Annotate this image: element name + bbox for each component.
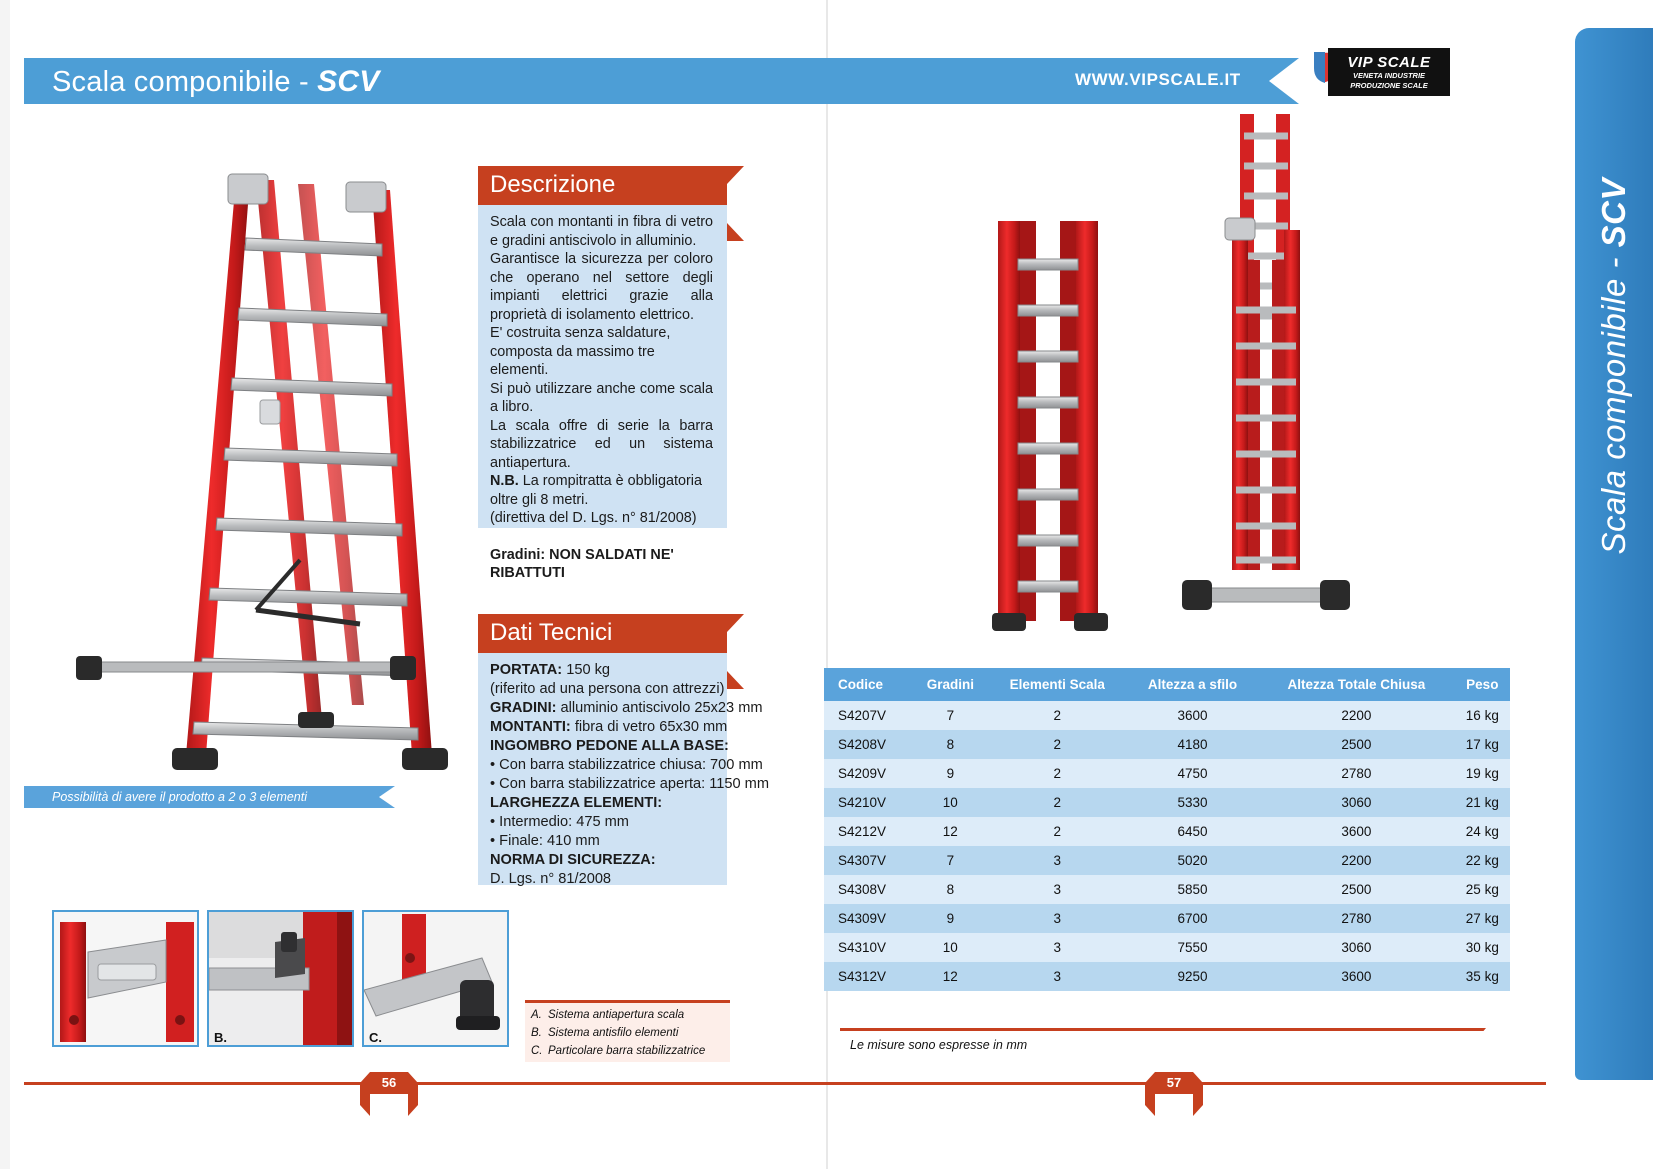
technical-row-value: • Finale: 410 mm [490, 832, 600, 849]
page-title-model: SCV [317, 65, 380, 98]
table-column-header: Codice [824, 668, 913, 701]
table-cell: 5330 [1177, 795, 1208, 810]
technical-row-value: D. Lgs. n° 81/2008 [490, 870, 612, 887]
table-row[interactable] [824, 846, 1510, 875]
technical-row-value: fibra di vetro 65x30 mm [570, 718, 728, 735]
table-cell: 4180 [1177, 737, 1208, 752]
table-cell: 7550 [1177, 940, 1208, 955]
technical-row [490, 813, 713, 832]
description-gradini-value: NON SALDATI NE' RIBATTUTI [490, 546, 674, 581]
table-cell: S4210V [838, 795, 887, 810]
legend-key: C. [531, 1044, 543, 1057]
legend-text: Particolare barra stabilizzatrice [548, 1044, 706, 1057]
product-photo-stabilizer-bar [76, 650, 416, 690]
thumb-antiapertura[interactable] [52, 910, 199, 1047]
table-row[interactable] [824, 933, 1510, 962]
table-cell: 3 [1053, 882, 1061, 897]
description-nb [490, 472, 713, 509]
table-cell: S4212V [838, 824, 887, 839]
technical-row-value: 150 kg [562, 662, 611, 678]
legend-key: A. [531, 1009, 542, 1021]
product-photo-ladder-closed-3 [1180, 110, 1355, 630]
table-column-header: Altezza Totale Chiusa [1258, 668, 1455, 701]
side-tab-prefix: Scala componibile - [1595, 247, 1632, 555]
table-cell: S4308V [838, 882, 887, 897]
description-nb-label: N.B. [490, 473, 519, 489]
measure-note-bar [840, 1028, 1472, 1054]
table-cell: S4207V [838, 708, 887, 723]
table-cell: 8 [946, 882, 955, 897]
website-url[interactable]: WWW.VIPSCALE.IT [1075, 70, 1241, 89]
legend-item [531, 1043, 724, 1061]
table-row[interactable] [824, 730, 1510, 759]
table-cell: 2500 [1341, 882, 1372, 897]
table-column-header: Elementi Scala [988, 668, 1127, 701]
logo-main-text: VIP SCALE [1347, 54, 1431, 72]
table-cell: 6450 [1177, 824, 1208, 839]
table-row[interactable] [824, 759, 1510, 788]
ribbon-text: Possibilità di avere il prodotto a 2 o 3 elementi [52, 790, 308, 804]
description-paragraph: Scala con montanti in fibra di vetro e gradini antiscivolo in alluminio. [490, 214, 713, 249]
table-cell: 4750 [1177, 766, 1208, 781]
table-cell: 21 kg [1465, 795, 1499, 810]
table-cell: 3 [1053, 911, 1061, 926]
technical-row [490, 794, 713, 813]
table-cell: 30 kg [1465, 940, 1499, 955]
technical-row [490, 756, 763, 775]
table-cell: 8 [946, 737, 955, 752]
legend-item [531, 1007, 724, 1025]
table-cell: S4209V [838, 766, 887, 781]
table-cell: 2 [1053, 737, 1061, 752]
table-cell: 9 [946, 766, 955, 781]
description-nb-text: La rompitratta è obbligatoria oltre gli 8 metri. [490, 473, 702, 508]
table-cell: 2780 [1341, 911, 1372, 926]
technical-panel [478, 614, 769, 887]
table-cell: 5850 [1177, 882, 1208, 897]
technical-row-label: GRADINI: [490, 699, 557, 716]
legend-text: Sistema antiapertura scala [548, 1009, 685, 1021]
section-side-tab [1575, 28, 1653, 1080]
side-tab-model: SCV [1595, 178, 1632, 248]
table-cell: 3600 [1341, 824, 1372, 839]
technical-row-label: PORTATA: [490, 662, 563, 678]
table-cell: 2 [1053, 824, 1061, 839]
technical-row [490, 699, 763, 718]
page-number-left: 56 [370, 1072, 408, 1094]
table-column-header: Altezza a sfilo [1127, 668, 1258, 701]
table-row[interactable] [824, 817, 1510, 846]
table-cell: 12 [942, 824, 958, 839]
technical-row-label: NORMA DI SICUREZZA: [490, 851, 656, 868]
table-cell: 6700 [1177, 911, 1208, 926]
technical-row-label: INGOMBRO PEDONE ALLA BASE: [490, 737, 729, 754]
technical-row [490, 661, 713, 680]
table-column-header: Gradini [913, 668, 988, 701]
footer-rule [24, 1082, 1546, 1085]
page-title-prefix: Scala componibile - [52, 66, 318, 98]
table-cell: 9 [946, 911, 955, 926]
table-cell: 7 [946, 853, 955, 868]
technical-row-value: (riferito ad una persona con attrezzi) [490, 680, 725, 697]
table-cell: 12 [942, 969, 958, 984]
description-paragraph: E' costruita senza saldature, composta da massimo tre elementi. [490, 325, 671, 378]
measure-note-text: Le misure sono espresse in mm [850, 1038, 1028, 1052]
legend-text: Sistema antisfilo elementi [548, 1026, 679, 1039]
table-cell: 5020 [1177, 853, 1208, 868]
logo-sub-text-1: VENETA INDUSTRIE [1352, 71, 1426, 81]
table-row[interactable] [824, 788, 1510, 817]
description-paragraph: La scala offre di serie la barra stabilizzatrice ed un sistema antiapertura. [490, 417, 713, 471]
table-cell: 3600 [1341, 969, 1372, 984]
table-cell: 2 [1053, 708, 1061, 723]
product-variants-ribbon [24, 786, 379, 808]
table-cell: S4307V [838, 853, 887, 868]
technical-body [478, 653, 769, 901]
table-cell: 2200 [1341, 853, 1372, 868]
description-panel [478, 166, 727, 581]
table-cell: 17 kg [1465, 737, 1499, 752]
table-cell: S4312V [838, 969, 887, 984]
table-cell: 3 [1053, 853, 1061, 868]
technical-heading: Dati Tecnici [478, 614, 727, 653]
table-cell: 7 [946, 708, 955, 723]
description-body [478, 205, 727, 595]
product-table-head [824, 668, 1510, 701]
thumb-antiapertura-image [54, 912, 199, 1047]
table-row[interactable] [824, 962, 1510, 991]
table-column-header: Peso [1455, 668, 1510, 701]
logo-sub-text-2: PRODUZIONE SCALE [1350, 80, 1428, 90]
table-cell: 16 kg [1465, 708, 1499, 723]
page-left-edge [0, 0, 10, 1169]
description-gradini [490, 546, 713, 583]
page-spine [826, 0, 828, 1169]
table-cell: 3060 [1341, 795, 1372, 810]
description-paragraph: Garantisce la sicurezza per coloro che operano nel settore degli impianti elettrici grazie alla proprietà di isolamento elettrico. [490, 251, 713, 323]
table-cell: 19 kg [1465, 766, 1499, 781]
description-heading: Descrizione [478, 166, 727, 205]
technical-row-value: • Con barra stabilizzatrice chiusa: 700 mm [490, 756, 763, 773]
technical-row [490, 775, 769, 794]
table-cell: 2500 [1341, 737, 1372, 752]
table-cell: 3060 [1341, 940, 1372, 955]
table-row[interactable] [824, 875, 1510, 904]
description-directive: (direttiva del D. Lgs. n° 81/2008) [490, 510, 697, 526]
technical-row [490, 680, 725, 699]
page-number-right: 57 [1155, 1072, 1193, 1094]
table-cell: 2 [1053, 795, 1061, 810]
technical-row-label: LARGHEZZA ELEMENTI: [490, 794, 663, 811]
table-cell: 24 kg [1465, 824, 1499, 839]
table-cell: 9250 [1177, 969, 1208, 984]
technical-row [490, 718, 728, 737]
table-cell: 25 kg [1465, 882, 1499, 897]
table-cell: 10 [942, 795, 958, 810]
technical-row [490, 851, 713, 870]
thumb-barra-stabilizzatrice[interactable] [362, 910, 509, 1047]
table-row[interactable] [824, 904, 1510, 933]
technical-row-value: • Intermedio: 475 mm [490, 813, 629, 830]
vip-scale-logo [1328, 48, 1450, 96]
table-cell: 2 [1053, 766, 1061, 781]
side-tab-label [1595, 178, 1633, 555]
description-paragraph: Si può utilizzare anche come scala a libro. [490, 380, 713, 415]
legend-box [525, 1000, 730, 1062]
table-cell: 35 kg [1465, 969, 1499, 984]
product-table [824, 668, 1510, 991]
page-title [52, 65, 379, 99]
table-cell: 2200 [1341, 708, 1372, 723]
table-cell: 2780 [1341, 766, 1372, 781]
thumb-antisfilo[interactable] [207, 910, 354, 1047]
thumb-barra-stabilizzatrice-image [364, 912, 509, 1047]
table-cell: 3 [1053, 940, 1061, 955]
table-cell: S4208V [838, 737, 887, 752]
table-cell: 22 kg [1465, 853, 1499, 868]
thumb-label-c: C. [369, 1030, 382, 1045]
description-gradini-label: Gradini: [490, 546, 546, 563]
table-cell: S4309V [838, 911, 887, 926]
table-cell: 27 kg [1465, 911, 1499, 926]
table-cell: 3600 [1177, 708, 1208, 723]
legend-item [531, 1025, 724, 1043]
thumb-antisfilo-image [209, 912, 354, 1047]
technical-row [490, 737, 729, 756]
table-cell: S4310V [838, 940, 887, 955]
technical-row [490, 870, 713, 889]
table-header-row [824, 668, 1510, 701]
technical-row-value: • Con barra stabilizzatrice aperta: 1150 mm [490, 775, 769, 792]
technical-row-label: MONTANTI: [490, 718, 571, 735]
product-table-body [824, 701, 1510, 991]
table-cell: 10 [942, 940, 958, 955]
technical-row [490, 832, 713, 851]
thumb-label-b: B. [214, 1030, 227, 1045]
table-row[interactable] [824, 701, 1510, 730]
table-cell: 3 [1053, 969, 1061, 984]
product-photo-ladder-closed-2 [990, 215, 1120, 635]
technical-row-value: alluminio antiscivolo 25x23 mm [556, 699, 763, 716]
legend-key: B. [531, 1026, 542, 1039]
